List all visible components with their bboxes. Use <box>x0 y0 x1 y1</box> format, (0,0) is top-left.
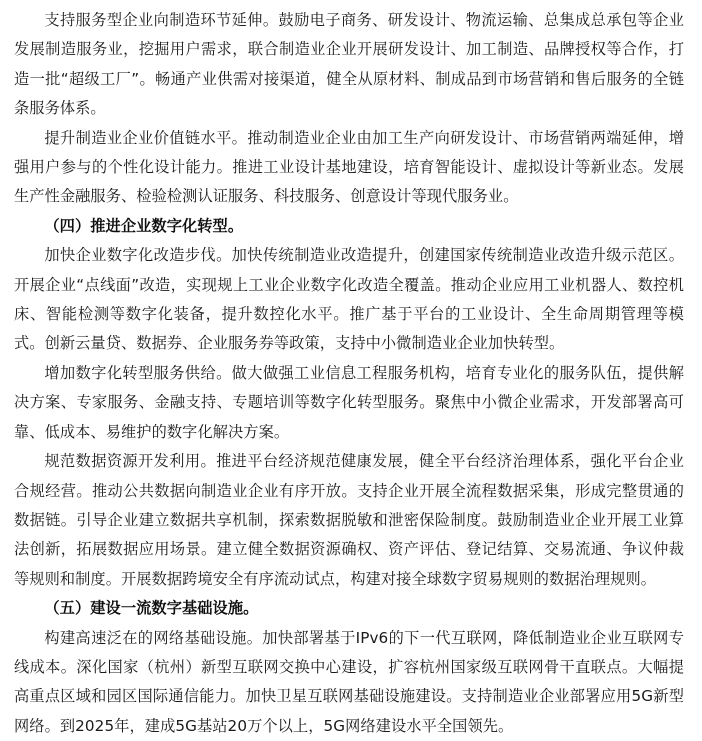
paragraph: 加快企业数字化改造步伐。加快传统制造业改造提升，创建国家传统制造业改造升级示范区。开展企业“点线面”改造，实现规上工业企业数字化改造全覆盖。推动企业应用工业机器人、数控机床、智能检测等数字化装备，提升数控化水平。推广基于平台的工业设计、全生命周期管理等模式。创新云量贷、数据券、企业服务券等政策，支持中小微制造业企业加快转型。 <box>14 246 684 353</box>
paragraph: 提升制造业企业价值链水平。推动制造业企业由加工生产向研发设计、市场营销两端延伸，增强用户参与的个性化设计能力。推进工业设计基地建设，培育智能设计、虚拟设计等新业态。发展生产性金融服务、检验检测认证服务、科技服务、创意设计等现代服务业。 <box>14 128 684 206</box>
section-heading: （五）建设一流数字基础设施。 <box>44 599 259 618</box>
paragraph: 构建高速泛在的网络基础设施。加快部署基于IPv6的下一代互联网，降低制造业企业互联网专线成本。深化国家（杭州）新型互联网交换中心建设，扩容杭州国家级互联网骨干直联点。大幅提高重点区域和园区国际通信能力。加快卫星互联网基础设施建设。支持制造业企业部署应用5G新型网络。到2025年，建成5G基站20万个以上，5G网络建设水平全国领先。 <box>14 628 684 735</box>
section-heading: （四）推进企业数字化转型。 <box>44 216 244 235</box>
paragraph: 支持服务型企业向制造环节延伸。鼓励电子商务、研发设计、物流运输、总集成总承包等企业发展制造服务业，挖掘用户需求，联合制造业企业开展研发设计、加工制造、品牌授权等合作，打造一批“超级工厂”。畅通产业供需对接渠道，健全从原材料、制成品到市场营销和售后服务的全链条服务体系。 <box>14 11 684 118</box>
paragraph: 规范数据资源开发利用。推进平台经济规范健康发展，健全平台经济治理体系，强化平台企业合规经营。推动公共数据向制造业企业有序开放。支持企业开展全流程数据采集，形成完整贯通的数据链。引导企业建立数据共享机制，探索数据脱敏和泄密保险制度。鼓励制造业企业开展工业算法创新，拓展数据应用场景。建立健全数据资源确权、资产评估、登记结算、交易流通、争议仲裁等规则和制度。开展数据跨境安全有序流动试点，构建对接全球数字贸易规则的数据治理规则。 <box>14 452 684 588</box>
paragraph: 增加数字化转型服务供给。做大做强工业信息工程服务机构，培育专业化的服务队伍，提供解决方案、专家服务、金融支持、专题培训等数字化转型服务。聚焦中小微企业需求，开发部署高可靠、低成本、易维护的数字化解决方案。 <box>14 363 684 441</box>
